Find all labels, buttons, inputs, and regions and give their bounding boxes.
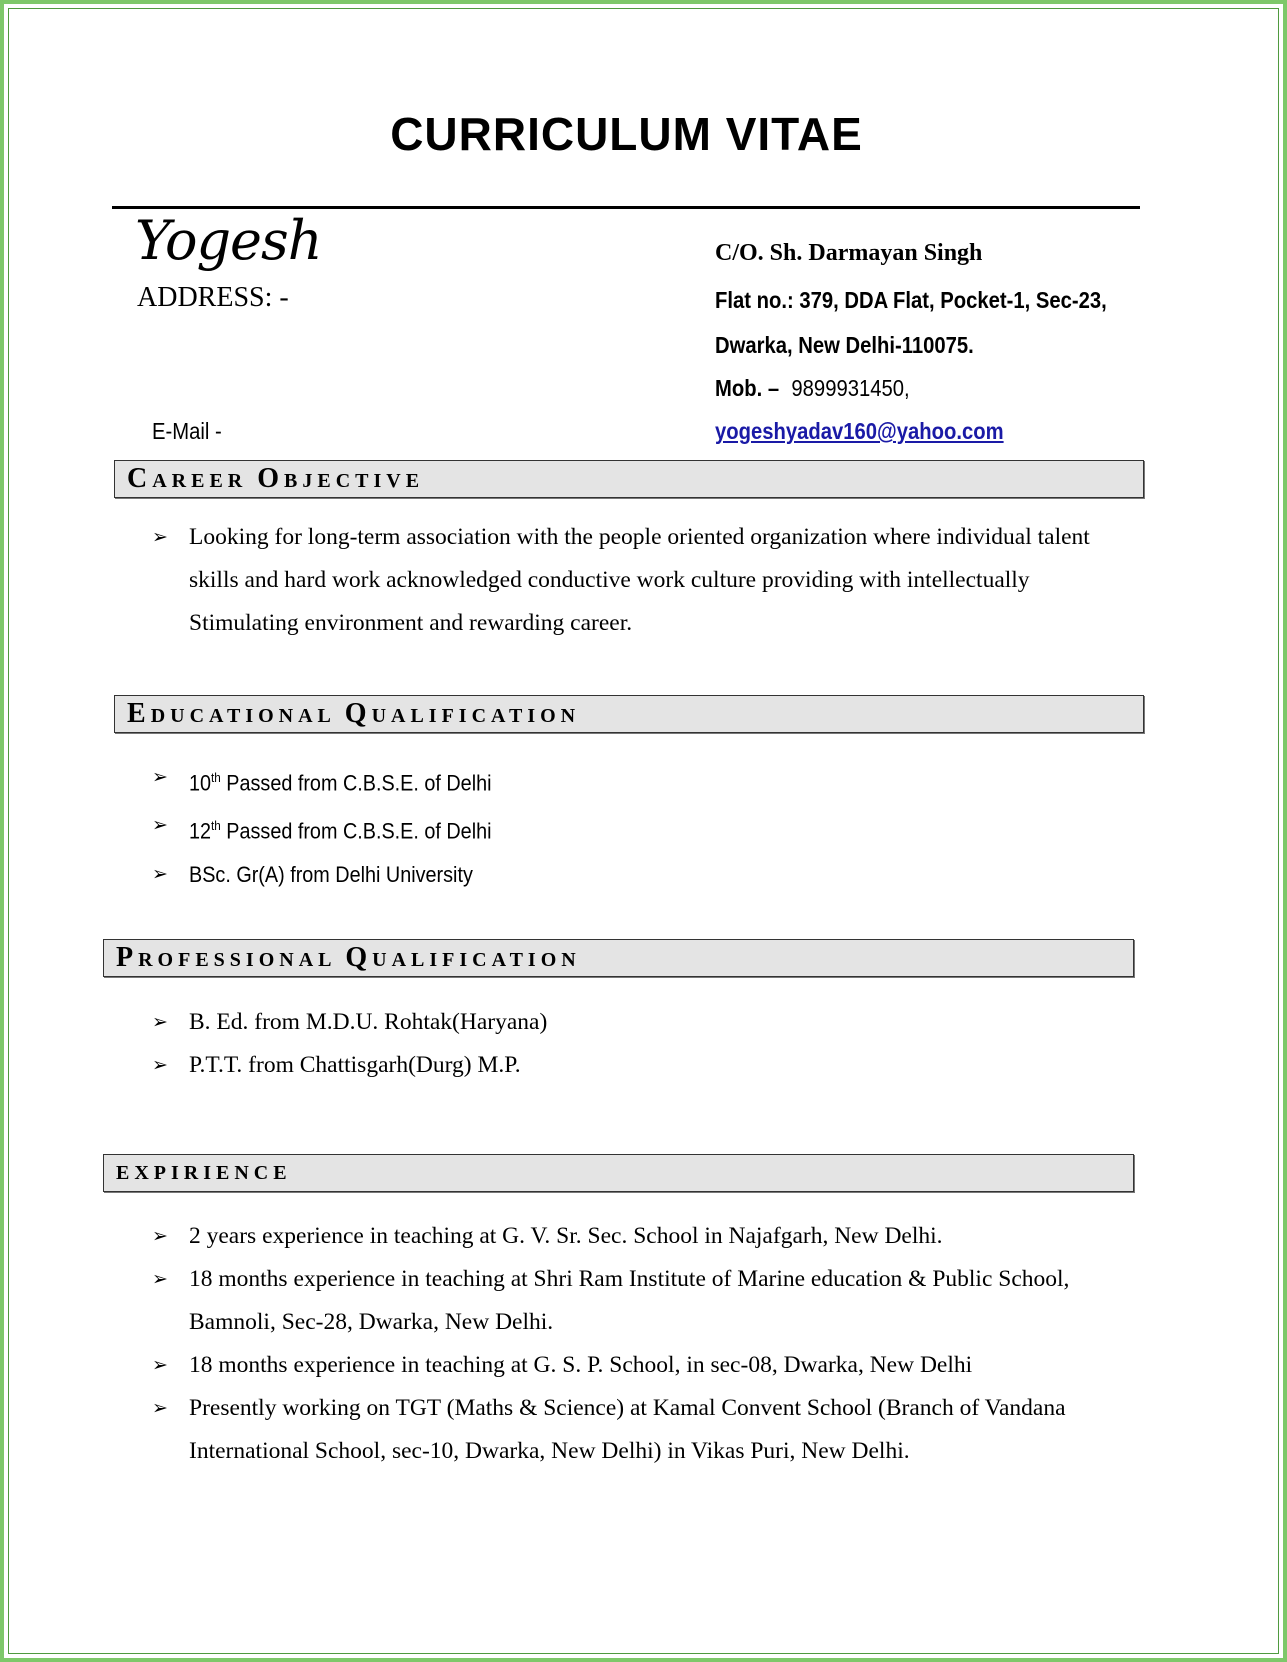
- list-item: ➢ 18 months experience in teaching at Shri Ram Institute of Marine education & Public School, Bamnoli, Sec-28, Dwarka, New Delhi.: [152, 1258, 1069, 1344]
- email-label: E-Mail -: [152, 418, 222, 444]
- list-item: ➢ 10th Passed from C.B.S.E. of Delhi: [152, 756, 525, 804]
- career-objective-list: [152, 516, 1090, 645]
- name-signature: Yogesh: [135, 209, 322, 272]
- experience-list: [152, 1215, 1069, 1473]
- career-objective-header: CAREER OBJECTIVE: [114, 460, 1144, 498]
- mobile-number: 9899931450,: [791, 375, 910, 401]
- list-item: ➢ P.T.T. from Chattisgarh(Durg) M.P.: [152, 1044, 547, 1087]
- list-item: ➢ 2 years experience in teaching at G. V. Sr. Sec. School in Najafgarh, New Delhi.: [152, 1215, 1069, 1258]
- mobile-label: Mob. –: [715, 375, 780, 401]
- document-title: CURRICULUM VITAE: [390, 108, 863, 160]
- address-line-1: Flat no.: 379, DDA Flat, Pocket-1, Sec-23,: [715, 287, 1107, 313]
- list-item: ➢ B. Ed. from M.D.U. Rohtak(Haryana): [152, 1001, 547, 1044]
- professional-qualification-list: [152, 1001, 547, 1087]
- educational-qualification-list: [152, 756, 525, 896]
- list-item: ➢ BSc. Gr(A) from Delhi University: [152, 853, 525, 896]
- professional-qualification-header: PROFESSIONAL QUALIFICATION: [103, 939, 1134, 977]
- address-label: ADDRESS: -: [137, 282, 289, 313]
- list-item: ➢ Looking for long-term association with the people oriented organization where individual talent skills and hard work acknowledged conductive work culture providing with intellectually Stimulating environment and rewarding career.: [152, 516, 1090, 645]
- email-link[interactable]: yogeshyadav160@yahoo.com: [715, 418, 1004, 444]
- mobile-line: [715, 375, 910, 402]
- address-line-2: Dwarka, New Delhi-110075.: [715, 332, 974, 358]
- list-item: ➢ Presently working on TGT (Maths & Science) at Kamal Convent School (Branch of Vandana International School, sec-10, Dwarka, New Delhi) in Vikas Puri, New Delhi.: [152, 1387, 1069, 1473]
- list-item: ➢ 18 months experience in teaching at G. S. P. School, in sec-08, Dwarka, New Delhi: [152, 1344, 1069, 1387]
- experience-header: EXPIRIENCE: [103, 1154, 1134, 1192]
- list-item: ➢ 12th Passed from C.B.S.E. of Delhi: [152, 804, 525, 852]
- care-of-line: C/O. Sh. Darmayan Singh: [715, 240, 983, 266]
- educational-qualification-header: EDUCATIONAL QUALIFICATION: [114, 695, 1144, 733]
